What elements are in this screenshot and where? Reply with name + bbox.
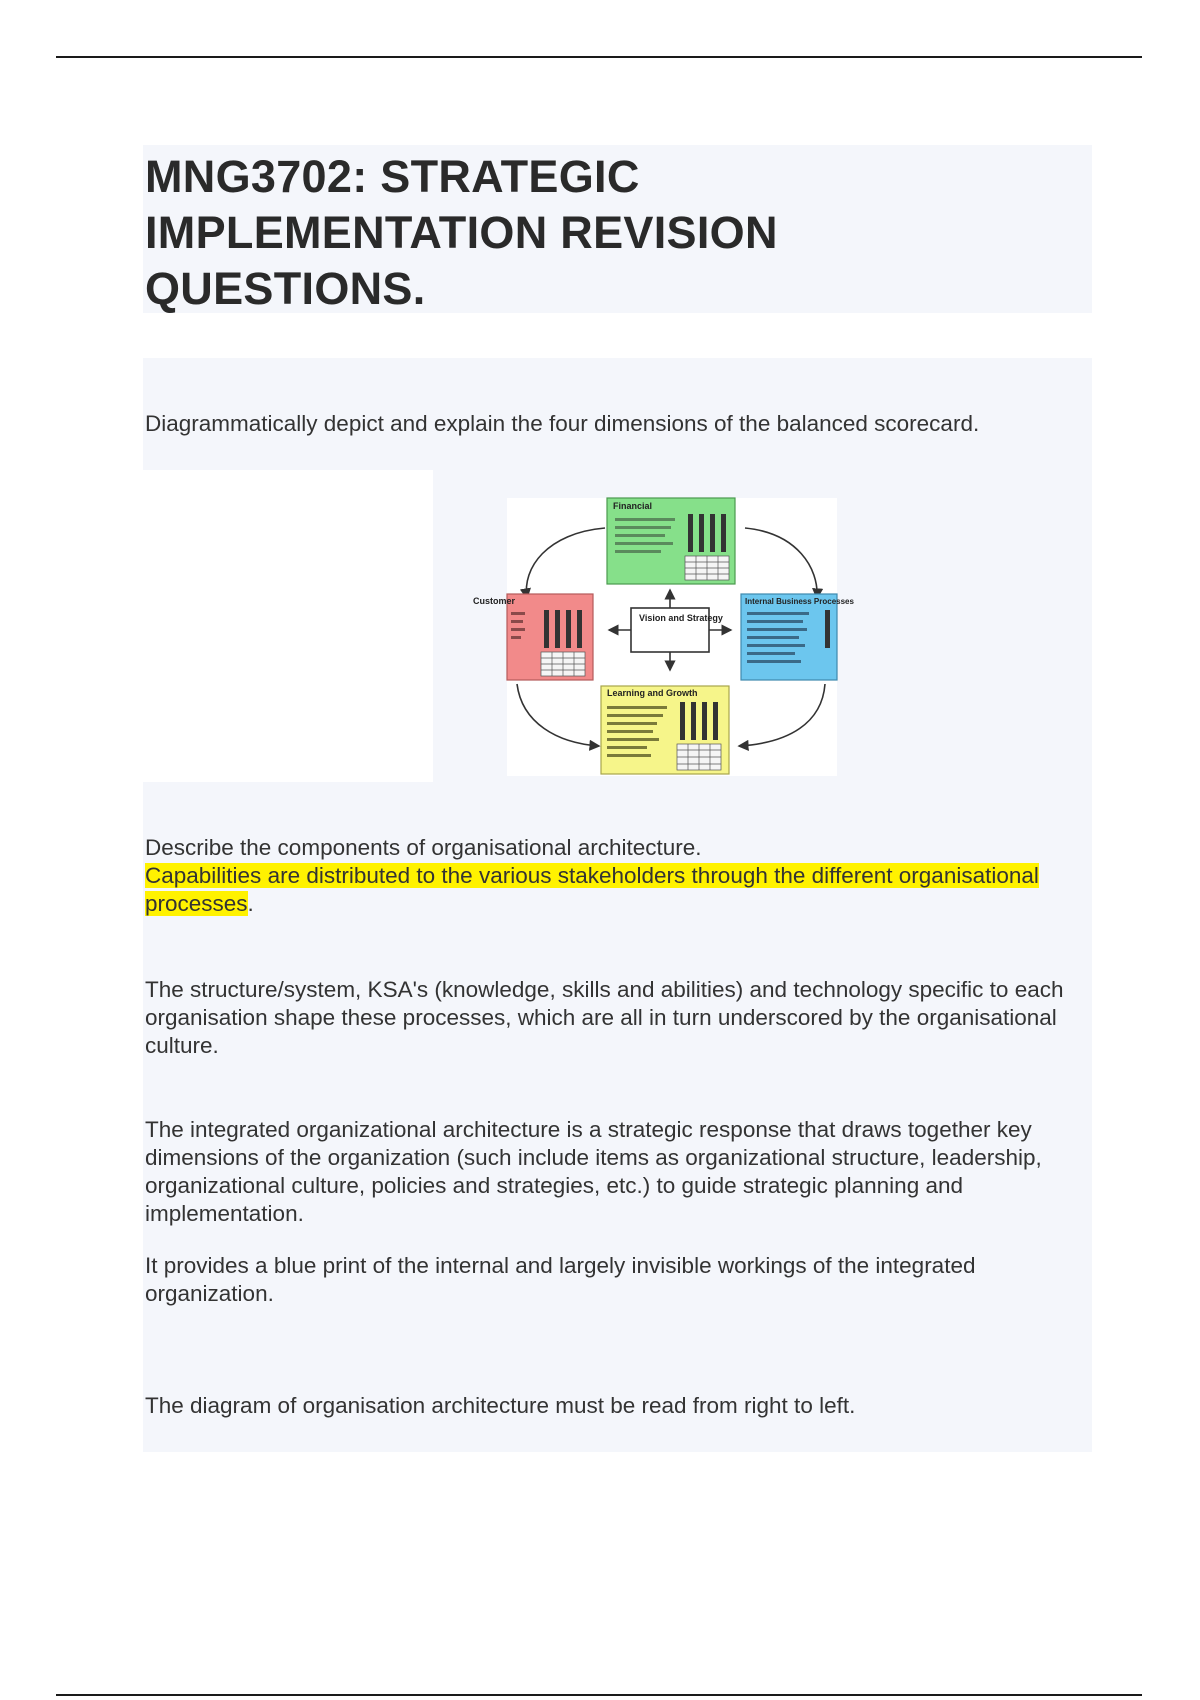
highlighted-answer — [145, 862, 1075, 918]
internal-processes-label: Internal Business Processes — [745, 597, 854, 606]
document-title: MNG3702: STRATEGIC IMPLEMENTATION REVISION QUESTIONS. — [145, 151, 778, 314]
center-label: Vision and Strategy — [639, 613, 723, 623]
bottom-rule — [56, 1694, 1142, 1696]
balanced-scorecard-diagram — [473, 498, 854, 776]
highlight-tail: . — [247, 891, 254, 916]
paragraph-read-direction: The diagram of organisation architecture must be read from right to left. — [145, 1393, 856, 1418]
arc-bottom-right — [739, 684, 825, 746]
arc-top-right — [745, 528, 817, 598]
learning-growth-label: Learning and Growth — [607, 688, 698, 698]
arc-bottom-left — [517, 684, 599, 746]
question-balanced-scorecard: Diagrammatically depict and explain the four dimensions of the balanced scorecard. — [145, 411, 980, 436]
financial-label: Financial — [613, 501, 653, 511]
blank-panel — [143, 470, 433, 782]
question-org-architecture: Describe the components of organisational architecture. — [145, 835, 702, 860]
paragraph-integrated-architecture: The integrated organizational architecture is a strategic response that draws together key dimensions of the organization (such include items as organizational structure, leadership, organizational culture, policies and strategies, etc.) to guide strategic planning and implementation. — [145, 1117, 1042, 1226]
paragraph-blueprint: It provides a blue print of the internal and largely invisible workings of the integrated organization. — [145, 1253, 976, 1306]
highlight-mark: Capabilities are distributed to the various stakeholders through the different organisational processes — [145, 863, 1039, 916]
top-rule — [56, 56, 1142, 58]
title-block — [143, 145, 1092, 313]
paragraph-structure: The structure/system, KSA's (knowledge, skills and abilities) and technology specific to each organisation shape these processes, which are all in turn underscored by the organisational culture. — [145, 977, 1064, 1058]
arc-top-left — [526, 528, 605, 598]
customer-label: Customer — [473, 596, 516, 606]
content-block — [143, 358, 1092, 1452]
